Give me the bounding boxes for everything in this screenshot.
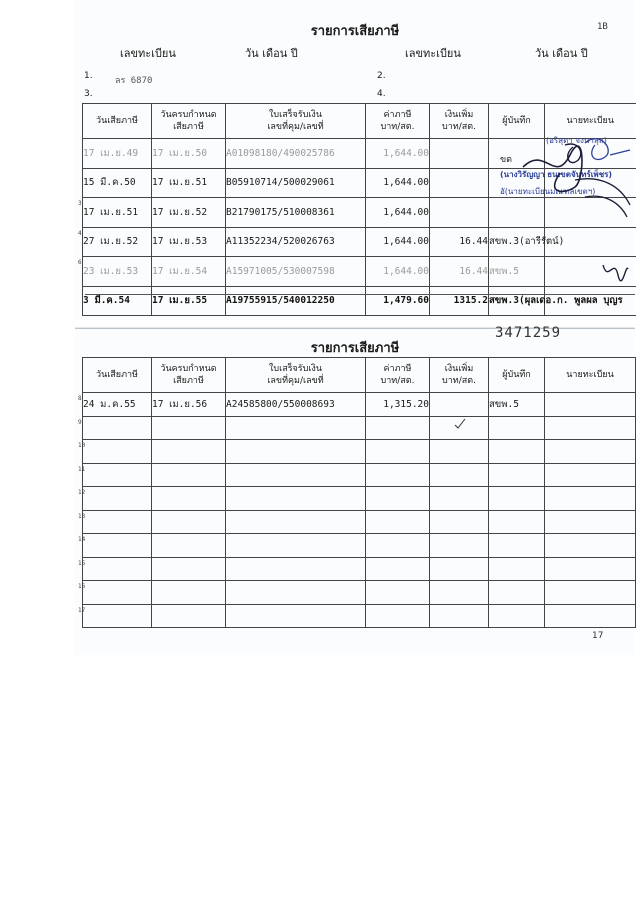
receipt-cell: A11352234/520026763 (226, 227, 366, 257)
row-number: 17 (78, 606, 86, 614)
col-header-fine: เงินเพิ่ม บาท/สต. (430, 358, 489, 393)
due-date-cell (152, 440, 226, 464)
paid-date-cell (78, 463, 152, 487)
table-row (83, 257, 636, 287)
recorder-cell: สขพ.5 (489, 393, 545, 417)
tax-record-sheet-upper (75, 0, 635, 320)
row-number: 13 (78, 512, 86, 520)
table-row (83, 487, 636, 511)
paid-date-cell (83, 139, 152, 169)
due-date-cell (152, 557, 226, 581)
recorder-cell (489, 463, 545, 487)
reg-label-right: เลขทะเบียน (405, 47, 461, 60)
paid-date-cell (78, 604, 152, 628)
row-number: 12 (78, 489, 86, 496)
official-stamp-line-2: อั(นายทะเบียนมณฑลเขตฯ) (500, 187, 596, 196)
page-number: 17 (592, 631, 604, 641)
row-number: 14 (78, 536, 86, 543)
due-date-cell: 17 เม.ย.55 (152, 286, 226, 316)
table-row (83, 440, 636, 464)
receipt-cell (226, 510, 366, 534)
due-date-cell: 17 เม.ย.51 (152, 168, 226, 198)
col-header-recorder: ผู้บันทึก (489, 358, 545, 393)
due-date-cell (152, 534, 226, 558)
signature-scribble (515, 125, 633, 220)
table-row (83, 557, 636, 581)
due-date-cell: 17 เม.ย.50 (152, 139, 226, 169)
fine-cell (430, 198, 489, 228)
table-row (83, 534, 636, 558)
col-header-registrar: นายทะเบียน (545, 358, 636, 393)
fine-cell (430, 510, 489, 534)
tax-cell: 1,644.00 (366, 168, 430, 198)
due-date-cell: 17 เม.ย.53 (152, 227, 226, 257)
paid-date-value: 17 เม.ย.49 (83, 147, 139, 159)
due-date-cell: 17 เม.ย.52 (152, 198, 226, 228)
receipt-cell (226, 440, 366, 464)
fine-cell (430, 534, 489, 558)
registrar-cell (545, 440, 636, 464)
tax-cell (366, 487, 430, 511)
table-row (83, 581, 636, 605)
table-row (83, 286, 636, 316)
recorder-cell: สขพ.5 (489, 257, 545, 287)
due-date-cell (152, 416, 226, 440)
tax-cell (366, 557, 430, 581)
recorder-short: ขต (500, 155, 512, 165)
tax-cell: 1,644.00 (366, 139, 430, 169)
receipt-cell (226, 463, 366, 487)
corner-mark: 1B (597, 22, 608, 32)
tax-cell: 1,644.00 (366, 198, 430, 228)
receipt-cell: A01098180/490025786 (226, 139, 366, 169)
recorder-cell: สขพ.3(ผุลเดอ.ก. พูลผล บุญร (489, 286, 545, 316)
fine-cell (430, 463, 489, 487)
receipt-cell (226, 557, 366, 581)
col-header-due-date: วันครบกำหนด เสียภาษี (152, 104, 226, 139)
tax-cell (366, 604, 430, 628)
fine-cell (430, 581, 489, 605)
row-number: 9 (78, 418, 82, 426)
receipt-cell: A19755915/540012250 (226, 286, 366, 316)
recorder-cell (489, 440, 545, 464)
receipt-cell (226, 581, 366, 605)
table-header-row (83, 358, 636, 393)
serial-number: 3471259 (495, 325, 562, 341)
fine-cell (430, 604, 489, 628)
paid-date-cell (78, 416, 152, 440)
tax-table-lower (78, 357, 636, 628)
due-date-cell: 17 เม.ย.54 (152, 257, 226, 287)
receipt-cell (226, 534, 366, 558)
paid-date-cell (78, 440, 152, 464)
table-row (83, 393, 636, 417)
fine-cell (430, 557, 489, 581)
paid-date-cell (78, 487, 152, 511)
slot-3-number: 3. (84, 89, 93, 99)
col-header-receipt: ใบเสร็จรับเงิน เลขที่คุม/เลขที่ (226, 104, 366, 139)
col-header-paid-date: วันเสียภาษี (83, 358, 152, 393)
registrar-cell (545, 557, 636, 581)
recorder-cell (489, 604, 545, 628)
col-header-tax: ค่าภาษี บาท/สต. (366, 358, 430, 393)
registrar-cell (545, 604, 636, 628)
tax-cell: 1,644.00 (366, 227, 430, 257)
table-row (83, 510, 636, 534)
paid-date-cell (78, 198, 152, 228)
receipt-cell: A24585800/550008693 (226, 393, 366, 417)
col-header-registrar: นายทะเบียน (545, 104, 636, 139)
recorder-cell (489, 534, 545, 558)
tax-cell: 1,315.20 (366, 393, 430, 417)
due-date-cell (152, 487, 226, 511)
tax-cell (366, 534, 430, 558)
paid-date-value: 27 เม.ย.52 (83, 236, 139, 248)
registrar-cell (545, 463, 636, 487)
recorder-cell: สขพ.3(อารีรัตน์) (489, 227, 545, 257)
paid-date-cell (78, 393, 152, 417)
registrar-cell (545, 534, 636, 558)
paid-date-value: 24 ม.ค.55 (83, 398, 136, 410)
date-label-right: วัน เดือน ปี (535, 47, 588, 60)
registrar-cell (545, 227, 636, 257)
row-number: 8 (78, 395, 82, 402)
sheet-divider-line (85, 294, 635, 295)
due-date-cell: 17 เม.ย.56 (152, 393, 226, 417)
slot-2-number: 2. (377, 71, 386, 81)
sheet-title: รายการเสียภาษี (310, 24, 400, 39)
sheet-title: รายการเสียภาษี (310, 341, 400, 356)
registrar-cell (545, 487, 636, 511)
reg-label-left: เลขทะเบียน (120, 47, 176, 60)
fine-cell: 16.44 (430, 257, 489, 287)
receipt-cell (226, 487, 366, 511)
fine-cell (430, 168, 489, 198)
paid-date-cell (83, 286, 152, 316)
table-row (83, 416, 636, 440)
fine-cell (430, 440, 489, 464)
recorder-cell (489, 487, 545, 511)
fine-cell: 16.44 (430, 227, 489, 257)
table-row (83, 463, 636, 487)
row-number: 6 (78, 259, 82, 266)
tax-cell: 1,644.00 (366, 257, 430, 287)
tax-cell: 1,479.60 (366, 286, 430, 316)
row-number: 3 (78, 200, 82, 207)
slot-1-value: ลร 6870 (115, 76, 153, 86)
fine-cell (430, 139, 489, 169)
registrar-name-stamp: (อริสุดา จงนาลุล) (546, 136, 607, 145)
recorder-cell (489, 581, 545, 605)
registrar-cell (545, 416, 636, 440)
fine-cell (430, 393, 489, 417)
table-row (83, 227, 636, 257)
due-date-cell (152, 581, 226, 605)
paid-date-cell (78, 557, 152, 581)
recorder-cell (489, 416, 545, 440)
paid-date-cell (78, 534, 152, 558)
paid-date-cell (78, 257, 152, 287)
tax-cell (366, 463, 430, 487)
recorder-cell (489, 510, 545, 534)
col-header-recorder: ผู้บันทึก (489, 104, 545, 139)
registrar-cell (545, 510, 636, 534)
paid-date-cell (78, 227, 152, 257)
fine-cell: 1315.2 (430, 286, 489, 316)
row-number: 11 (78, 465, 86, 473)
tick-mark (453, 417, 467, 431)
slot-1-number: 1. (84, 71, 93, 81)
col-header-receipt: ใบเสร็จรับเงิน เลขที่คุม/เลขที่ (226, 358, 366, 393)
recorder-cell (489, 557, 545, 581)
date-label-left: วัน เดือน ปี (245, 47, 298, 60)
slot-4-number: 4. (377, 89, 386, 99)
receipt-cell: B21790175/510008361 (226, 198, 366, 228)
receipt-cell: A15971005/530007598 (226, 257, 366, 287)
official-stamp-line-1: (นางวิรัญญา ธนเขตจันทร์เพ็ชร) (500, 170, 613, 179)
registrar-cell (545, 581, 636, 605)
tax-record-sheet-lower (75, 325, 635, 655)
paid-date-cell (83, 168, 152, 198)
paid-date-value: 17 เม.ย.51 (83, 206, 139, 218)
col-header-due-date: วันครบกำหนด เสียภาษี (152, 358, 226, 393)
receipt-cell (226, 604, 366, 628)
receipt-cell: B05910714/500029061 (226, 168, 366, 198)
row-number: 10 (78, 442, 86, 449)
paid-date-value: 3 มี.ค.54 (83, 295, 130, 307)
due-date-cell (152, 510, 226, 534)
due-date-cell (152, 463, 226, 487)
tax-cell (366, 440, 430, 464)
tax-cell (366, 510, 430, 534)
row-number: 16 (78, 583, 86, 590)
paid-date-cell (78, 581, 152, 605)
col-header-fine: เงินเพิ่ม บาท/สต. (430, 104, 489, 139)
fine-cell (430, 487, 489, 511)
receipt-cell (226, 416, 366, 440)
registrar-cell (545, 286, 636, 316)
table-row (83, 604, 636, 628)
col-header-paid-date: วันเสียภาษี (83, 104, 152, 139)
paid-date-value: 15 มี.ค.50 (83, 177, 136, 189)
due-date-cell (152, 604, 226, 628)
signature-mark-lower (600, 255, 630, 285)
col-header-tax: ค่าภาษี บาท/สต. (366, 104, 430, 139)
registrar-cell (545, 393, 636, 417)
tax-cell (366, 416, 430, 440)
tax-cell (366, 581, 430, 605)
paid-date-cell (78, 510, 152, 534)
row-number: 15 (78, 559, 86, 567)
paid-date-value: 23 เม.ย.53 (83, 265, 139, 277)
row-number: 4 (78, 229, 82, 237)
